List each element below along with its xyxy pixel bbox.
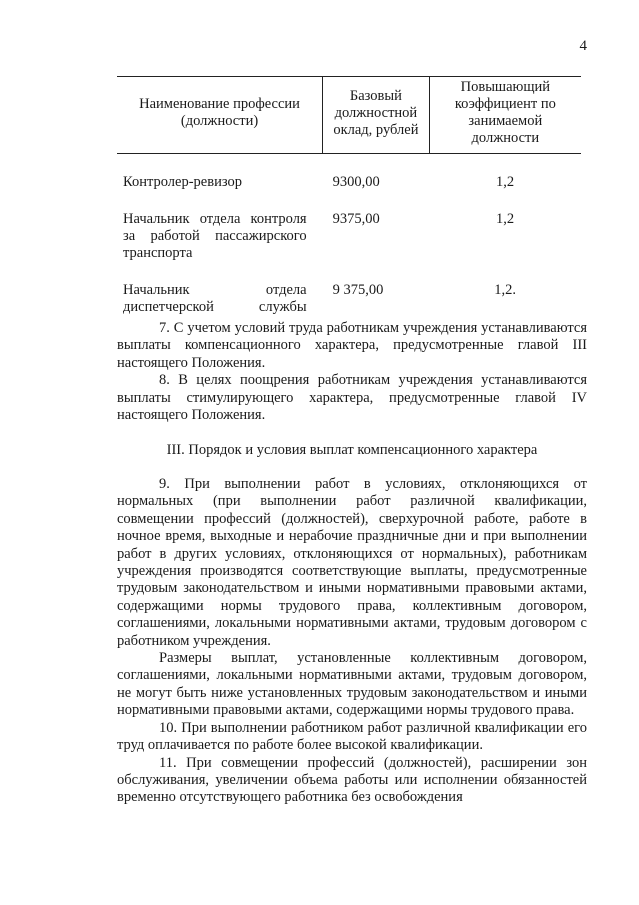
paragraph-8: 8. В целях поощрения работникам учреждения устанавливаются выплаты стимулирующего характера, предусмотренные главой IV настоящего Положения. (117, 372, 587, 424)
row-coefficient: 1,2 (496, 174, 515, 190)
row-coefficient: 1,2 (496, 211, 515, 227)
paragraph-7: 7. С учетом условий труда работникам учреждения устанавливаются выплаты компенсационного характера, предусмотренные главой III настоящего Положения. (117, 320, 587, 371)
table-header-row (117, 77, 581, 154)
row-salary: 9375,00 (332, 211, 380, 227)
page-number: 4 (579, 38, 587, 54)
salary-table (117, 76, 581, 316)
paragraph-10: 10. При выполнении работником работ различной квалификации его труд оплачивается по работе более высокой квалификации. (117, 719, 587, 754)
table-row (117, 282, 581, 316)
row-coefficient: 1,2. (494, 282, 516, 298)
section-heading-wrap (117, 442, 587, 459)
row-salary: 9 375,00 (332, 282, 384, 298)
row-profession: Контролер-ревизор (123, 174, 242, 190)
paragraph-11: 11. При совмещении профессий (должностей), расширении зон обслуживания, увеличении объема работы или исполнении обязанностей временно отсутствующего работника без освобождения (117, 754, 587, 806)
paragraph-payment-sizes: Размеры выплат, установленные коллективным договором, соглашениями, локальными нормативными актами, трудовым договором, не могут быть ниже установленных трудовым законодательством и иными нормативными правовыми актами, содержащими нормы трудового права. (117, 650, 587, 719)
paragraph-9: 9. При выполнении работ в условиях, отклоняющихся от нормальных (при выполнении работ различной квалификации, совмещении профессий (должностей), сверхурочной работе, работе в ночное время, выходные и нерабочие праздничные дни и при выполнении работ в других условиях, отклоняющихся от нормальных), работникам учреждения производятся соответствующие выплаты, предусмотренные трудовым законодательством и иными нормативными правовыми актами, содержащими нормы трудового права, коллективным договором, соглашениями, локальными нормативными актами, трудовым договором с работником учреждения. (117, 476, 587, 649)
table-row (117, 211, 581, 262)
paragraphs-bottom (117, 476, 587, 807)
table-row (117, 174, 581, 191)
row-salary: 9300,00 (332, 174, 380, 190)
paragraphs-top (117, 320, 587, 424)
header-base-salary: Базовый должностной оклад, рублей (323, 77, 430, 154)
row-profession: Начальник отдела диспетчерской службы (123, 282, 307, 315)
row-profession: Начальник отдела контроля за работой пассажирского транспорта (123, 211, 307, 261)
section-title: III. Порядок и условия выплат компенсационного характера (166, 442, 538, 458)
header-coefficient: Повышающий коэффициент по занимаемой должности (429, 77, 581, 154)
header-profession: Наименование профессии (должности) (117, 77, 323, 154)
